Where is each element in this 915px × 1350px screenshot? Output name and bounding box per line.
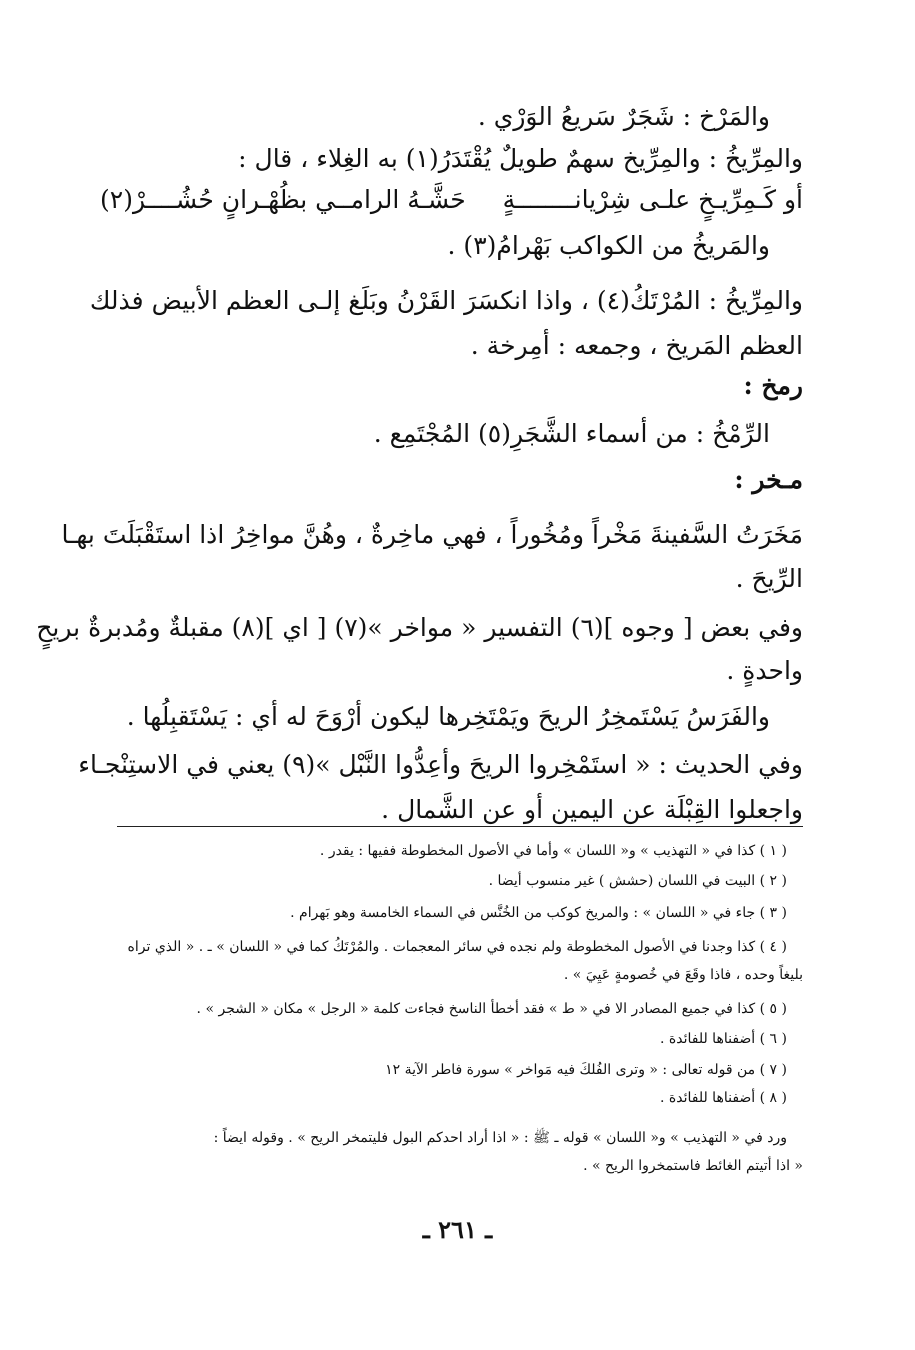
body-line: والمَرْخ : شَجَرٌ سَريعُ الوَرْي . bbox=[477, 102, 770, 131]
page-number: ـ ٢٦١ ـ bbox=[422, 1215, 493, 1244]
poem-hemistich-first: أو كَـمِرِّيـخٍ علـى شِرْيانــــــــةٍ bbox=[502, 185, 803, 214]
body-line: واحدةٍ . bbox=[726, 656, 803, 685]
entry-heading: مـخر : bbox=[734, 465, 803, 494]
footnote: ( ٤ ) كذا وجدنا في الأصول المخطوطة ولم نجده في سائر المعجمات . والمُرْتَكُ كما في « اللسان » ـ . « الذي تراه bbox=[127, 939, 787, 955]
body-line: الرِّيحَ . bbox=[735, 564, 803, 593]
footnote: ( ٥ ) كذا في جميع المصادر الا في « ط » فقد أخطأ الناسخ فجاءت كلمة « الرجل » مكان « الشجر » . bbox=[196, 1001, 787, 1017]
footnote: ( ٦ ) أضفناها للفائدة . bbox=[660, 1031, 787, 1047]
footnote: ( ١ ) كذا في « التهذيب » و« اللسان » وأما في الأصول المخطوطة ففيها : يقدر . bbox=[319, 843, 787, 859]
body-line: وفي الحديث : « استَمْخِروا الريحَ وأعِدُّوا النَّبْل »(٩) يعني في الاستِنْجـاء bbox=[78, 750, 803, 779]
body-line: والفَرَسُ يَسْتَمخِرُ الريحَ ويَمْتَخِرها ليكون أرْوَحَ له أي : يَسْتَقبِلُها . bbox=[126, 702, 770, 731]
body-line: والمِرِّيخُ : المُرْتَكُ(٤) ، واذا انكسَرَ القَرْنُ وبَلَغ إلـى العظم الأبيض فذلك bbox=[89, 286, 803, 315]
body-line: الرِّمْخُ : من أسماء الشَّجَرِ(٥) المُجْتَمِع . bbox=[373, 419, 770, 448]
body-line: العظم المَريخ ، وجمعه : أمِرخة . bbox=[470, 331, 803, 360]
footnote: ( ٧ ) من قوله تعالى : « وترى الفُلكَ فيه مَواخر » سورة فاطر الآية ١٢ bbox=[385, 1062, 787, 1078]
footnote: ( ٢ ) البيت في اللسان (حشش ) غير منسوب أيضا . bbox=[488, 873, 787, 889]
footnote: ورد في « التهذيب » و« اللسان » قوله ـ ﷺ : « اذا أراد احدكم البول فليتمخر الريح » . وقوله ايضاً : bbox=[213, 1130, 787, 1146]
footnote-separator bbox=[117, 826, 803, 827]
body-line: والمَريخُ من الكواكب بَهْرامُ(٣) . bbox=[447, 231, 770, 260]
entry-heading: رمخ : bbox=[743, 371, 803, 400]
body-line: واجعلوا القِبْلَة عن اليمين أو عن الشَّمال . bbox=[381, 795, 803, 824]
body-line: والمِرِّيخُ : والمِرِّيخ سهمٌ طويلٌ يُقْتَدَرُ(١) به الغِلاء ، قال : bbox=[238, 144, 803, 173]
body-line: مَخَرَتُ السَّفينةَ مَخْراً ومُخُوراً ، فهي ماخِرةٌ ، وهُنَّ مواخِرُ اذا استَقْبَلَتَ بهـا bbox=[61, 520, 803, 549]
body-line: وفي بعض [ وجوه ](٦) التفسير « مواخر »(٧) [ اي ](٨) مقبلةٌ ومُدبرةٌ بريحٍ bbox=[36, 613, 803, 642]
footnote: ( ٣ ) جاء في « اللسان » : والمريخ كوكب من الخُنَّس في السماء الخامسة وهو بَهرام . bbox=[290, 905, 787, 921]
footnote-continuation: بليغاً وحده ، فاذا وقَعَ في خُصومةٍ عَيِيَ » . bbox=[563, 967, 803, 983]
footnote-continuation: « اذا أتيتم الغائط فاستمخروا الريح » . bbox=[583, 1158, 803, 1174]
poem-hemistich-second: حَشَّـهُ الرامــي بظُهْـرانٍ حُشُــــرْ(٢) bbox=[100, 185, 466, 214]
footnote: ( ٨ ) أضفناها للفائدة . bbox=[660, 1090, 787, 1106]
